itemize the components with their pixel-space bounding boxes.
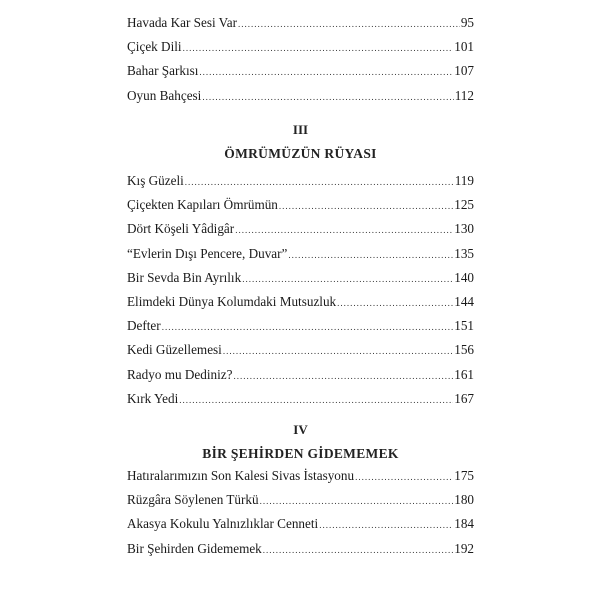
entry-title: Oyun Bahçesi	[127, 87, 202, 103]
entry-page: 156	[454, 342, 474, 358]
entry-page: 144	[454, 293, 474, 309]
entry-title: Elimdeki Dünya Kolumdaki Mutsuzluk	[127, 293, 337, 309]
leader-dots	[185, 177, 454, 187]
leader-dots	[199, 67, 453, 77]
leader-dots	[319, 520, 453, 530]
toc-entry	[127, 197, 474, 221]
entry-title: Hatıralarımızın Son Kalesi Sivas İstasyonu	[127, 468, 355, 483]
entry-title: Çiçek Dili	[127, 39, 182, 55]
leader-dots	[263, 545, 453, 555]
toc-group	[127, 468, 474, 565]
leader-dots	[242, 274, 453, 284]
toc-entry	[127, 63, 474, 87]
toc-entry	[127, 541, 474, 565]
leader-dots	[260, 496, 454, 506]
entry-page: 140	[454, 269, 474, 285]
toc-entry	[127, 221, 474, 245]
leader-dots	[223, 346, 453, 356]
entry-page: 95	[460, 15, 474, 30]
entry-title: Bir Sevda Bin Ayrılık	[127, 269, 242, 285]
entry-title: “Evlerin Dışı Pencere, Duvar”	[127, 245, 288, 261]
entry-page: 101	[454, 39, 474, 55]
toc-entry	[127, 516, 474, 540]
leader-dots	[162, 322, 454, 332]
section-heading	[127, 118, 474, 166]
entry-title: Havada Kar Sesi Var	[127, 15, 237, 30]
leader-dots	[337, 298, 453, 308]
toc-entry	[127, 342, 474, 366]
entry-page: 107	[454, 63, 474, 79]
entry-page: 130	[454, 221, 474, 237]
toc-entry	[127, 39, 474, 63]
entry-page: 184	[454, 516, 474, 532]
entry-page: 180	[454, 492, 474, 508]
toc-entry	[127, 294, 474, 318]
entry-title: Bahar Şarkısı	[127, 63, 199, 79]
toc-entry	[127, 318, 474, 342]
entry-title: Kedi Güzellemesi	[127, 342, 222, 358]
toc-entry	[127, 173, 474, 197]
leader-dots	[202, 92, 453, 102]
entry-page: 135	[454, 245, 474, 261]
toc-group	[127, 15, 474, 112]
entry-page: 175	[454, 468, 474, 483]
toc-entry	[127, 88, 474, 112]
entry-page: 161	[454, 366, 474, 382]
leader-dots	[355, 472, 453, 482]
toc-entry	[127, 391, 474, 415]
entry-page: 167	[454, 390, 474, 406]
section-title: ÖMRÜMÜZÜN RÜYASI	[224, 146, 377, 161]
entry-title: Kış Güzeli	[127, 173, 184, 188]
entry-title: Çiçekten Kapıları Ömrümün	[127, 197, 278, 213]
entry-page: 125	[454, 197, 474, 213]
entry-page: 112	[454, 87, 474, 103]
leader-dots	[238, 19, 460, 29]
entry-title: Radyo mu Dediniz?	[127, 366, 233, 382]
entry-title: Bir Şehirden Gidememek	[127, 540, 262, 556]
toc-entry	[127, 15, 474, 39]
leader-dots	[183, 43, 454, 53]
section-heading	[127, 418, 474, 466]
entry-title: Kırk Yedi	[127, 390, 179, 406]
toc-group	[127, 173, 474, 415]
section-title: BİR ŞEHİRDEN GİDEMEMEK	[202, 446, 399, 461]
toc-entry	[127, 492, 474, 516]
leader-dots	[179, 395, 453, 405]
section-number: IV	[293, 422, 308, 437]
entry-page: 192	[454, 540, 474, 556]
entry-title: Akasya Kokulu Yalnızlıklar Cenneti	[127, 516, 319, 532]
leader-dots	[235, 225, 453, 235]
leader-dots	[288, 250, 453, 260]
toc-entry	[127, 367, 474, 391]
toc-entry	[127, 270, 474, 294]
entry-title: Rüzgâra Söylenen Türkü	[127, 492, 259, 508]
leader-dots	[279, 201, 453, 211]
entry-title: Dört Köşeli Yâdigâr	[127, 221, 235, 237]
toc-entry	[127, 468, 474, 492]
section-number: III	[292, 122, 309, 137]
entry-page: 151	[454, 318, 474, 334]
entry-title: Defter	[127, 318, 161, 334]
entry-page: 119	[454, 173, 474, 188]
leader-dots	[233, 371, 453, 381]
toc-entry	[127, 246, 474, 270]
